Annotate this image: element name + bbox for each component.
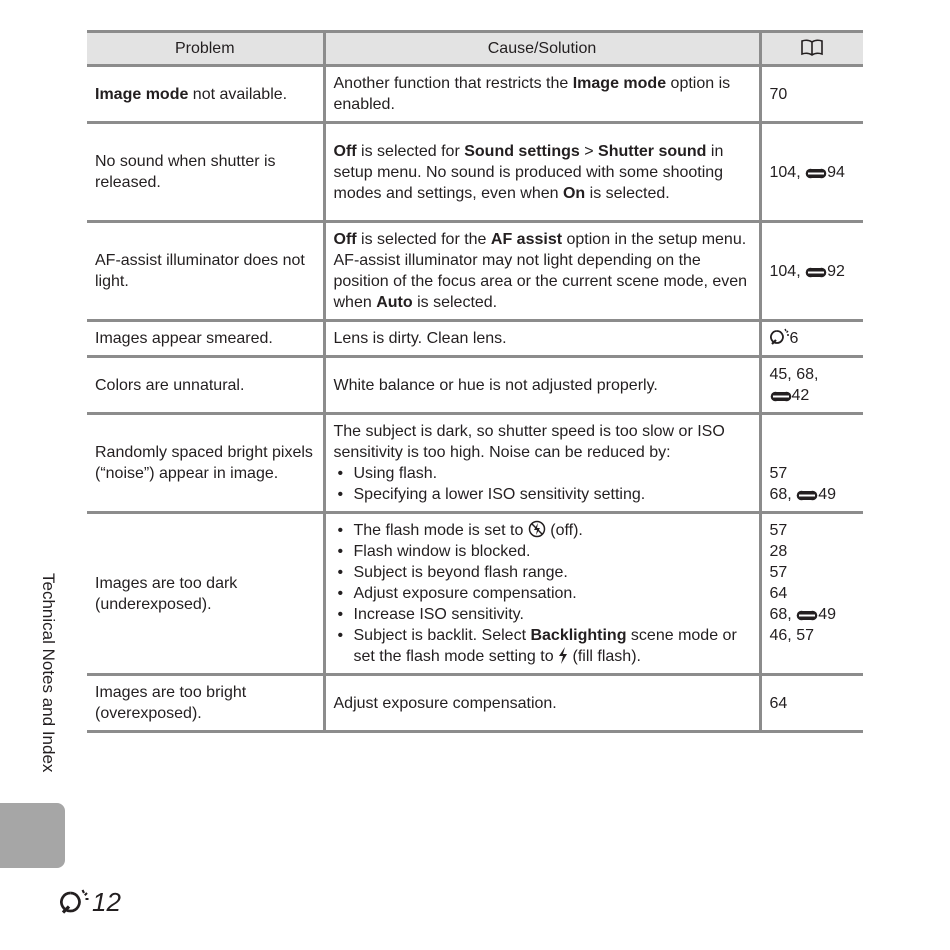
list-item: • Increase ISO sensitivity.	[334, 604, 751, 625]
reference-page: 49	[818, 486, 836, 503]
reference-section-icon	[796, 609, 818, 622]
problem-cell: Colors are unnatural.	[87, 357, 324, 414]
table-row	[87, 414, 863, 513]
reference-text: 57	[769, 522, 788, 539]
cause-bold-text: Image mode	[572, 75, 667, 92]
list-item: • Flash window is blocked.	[334, 541, 751, 562]
reference-cell	[760, 513, 863, 675]
cause-text: (fill flash).	[568, 648, 641, 665]
cause-text: is selected for the	[356, 231, 491, 248]
reference-text: 45, 68,	[769, 366, 819, 383]
table-row	[87, 321, 863, 357]
reference-line	[770, 604, 856, 625]
fill-flash-icon	[558, 647, 568, 664]
problem-cell: Images are too dark (underexposed).	[87, 513, 324, 675]
problem-bold-text: Image mode	[95, 85, 189, 103]
technical-notes-icon	[770, 328, 790, 346]
header-problem: Problem	[87, 32, 324, 66]
table-row	[87, 675, 863, 732]
problem-text: not available.	[188, 85, 288, 103]
cause-cell: Lens is dirty. Clean lens.	[324, 321, 760, 357]
reference-page: 6	[789, 330, 799, 347]
reference-text: 104,	[769, 262, 806, 280]
cause-text: The subject is dark, so shutter speed is too slow or ISO sensitivity is too high. Noise can be reduced by:	[333, 423, 725, 461]
reference-section-icon	[805, 167, 827, 180]
problem-cell: No sound when shutter is released.	[87, 123, 324, 222]
cause-text: scene mode or set the flash mode setting to	[353, 627, 737, 665]
problem-cell: Randomly spaced bright pixels (“noise”) appear in image.	[87, 414, 324, 513]
problem-cell: Images are too bright (overexposed).	[87, 675, 324, 732]
cause-cell: Adjust exposure compensation.	[324, 675, 760, 732]
section-side-label: Technical Notes and Index	[39, 573, 58, 773]
cause-bold-text: Backlighting	[530, 627, 627, 644]
cause-text: is selected.	[585, 184, 670, 202]
reference-spacer	[770, 421, 856, 442]
problem-cell	[87, 66, 324, 123]
flash-off-icon	[528, 520, 546, 538]
cause-cell	[324, 414, 760, 513]
cause-bold-text: Shutter sound	[598, 142, 707, 160]
table-row	[87, 222, 863, 321]
reference-page: 92	[827, 262, 845, 280]
reference-text: 104,	[769, 163, 806, 181]
reference-section-icon	[770, 390, 792, 403]
cause-text: The flash mode is set to	[353, 522, 528, 539]
table-header-row	[87, 32, 863, 66]
reference-text: 28	[769, 543, 788, 560]
book-reference-icon	[800, 38, 824, 56]
reference-page: 42	[791, 387, 810, 404]
reference-section-icon	[796, 489, 818, 502]
reference-text: 57	[769, 465, 788, 482]
cause-text: is selected for	[356, 142, 465, 160]
reference-spacer	[770, 646, 856, 667]
reference-cell	[760, 222, 863, 321]
cause-text: >	[579, 142, 599, 160]
header-reference	[760, 32, 863, 66]
list-item: • Specifying a lower ISO sensitivity setting.	[334, 484, 751, 505]
cause-cell	[324, 222, 760, 321]
cause-bold-text: Auto	[376, 294, 413, 311]
table-row	[87, 357, 863, 414]
cause-text: Subject is backlit. Select	[353, 627, 531, 644]
list-item: • Subject is beyond flash range.	[334, 562, 751, 583]
reference-cell	[760, 321, 863, 357]
reference-cell	[760, 357, 863, 414]
cause-text: option is enabled.	[333, 75, 731, 113]
header-cause-solution: Cause/Solution	[324, 32, 760, 66]
cause-cell	[324, 513, 760, 675]
cause-cell: White balance or hue is not adjusted properly.	[324, 357, 760, 414]
reference-cell: 64	[760, 675, 863, 732]
reference-text: 68,	[769, 486, 797, 503]
table-row	[87, 123, 863, 222]
reference-text: 64	[769, 585, 788, 602]
cause-cell	[324, 66, 760, 123]
reference-line	[770, 484, 856, 505]
cause-cell	[324, 123, 760, 222]
cause-text: (off).	[545, 522, 583, 539]
reference-line	[770, 385, 856, 406]
reference-section-icon	[805, 266, 827, 279]
cause-text: is selected.	[412, 294, 498, 311]
problem-cell: Images appear smeared.	[87, 321, 324, 357]
technical-notes-icon	[60, 888, 90, 916]
list-item: • Adjust exposure compensation.	[334, 583, 751, 604]
cause-bold-text: AF assist	[490, 231, 563, 248]
list-item: • Using flash.	[334, 463, 751, 484]
list-item	[334, 625, 751, 667]
reference-cell	[760, 414, 863, 513]
problem-cell: AF-assist illuminator does not light.	[87, 222, 324, 321]
troubleshooting-table	[87, 30, 863, 733]
cause-bold-text: Off	[333, 231, 357, 248]
cause-bold-text: On	[562, 184, 586, 202]
reference-text: 68,	[769, 606, 797, 623]
page-number	[60, 886, 121, 918]
cause-bold-text: Sound settings	[464, 142, 580, 160]
reference-text: 57	[769, 564, 788, 581]
cause-text: in setup menu. No sound is produced with some shooting modes and settings, even when	[333, 142, 724, 202]
cause-text: option in the setup menu. AF-assist illuminator may not light depending on the position of the focus area or the current scene mode, even when	[333, 231, 748, 311]
page-number-text: 12	[92, 887, 121, 917]
reference-cell: 70	[760, 66, 863, 123]
reference-page: 94	[827, 163, 845, 181]
cause-bullet-list	[334, 463, 751, 505]
reference-spacer	[770, 442, 856, 463]
table-row	[87, 66, 863, 123]
reference-text: 46, 57	[769, 627, 814, 644]
reference-cell	[760, 123, 863, 222]
section-tab-marker	[0, 803, 65, 868]
cause-text: Another function that restricts the	[333, 75, 573, 92]
cause-bold-text: Off	[333, 142, 357, 160]
cause-bullet-list	[334, 520, 751, 667]
reference-page: 49	[818, 606, 836, 623]
table-row	[87, 513, 863, 675]
list-item	[334, 520, 751, 541]
